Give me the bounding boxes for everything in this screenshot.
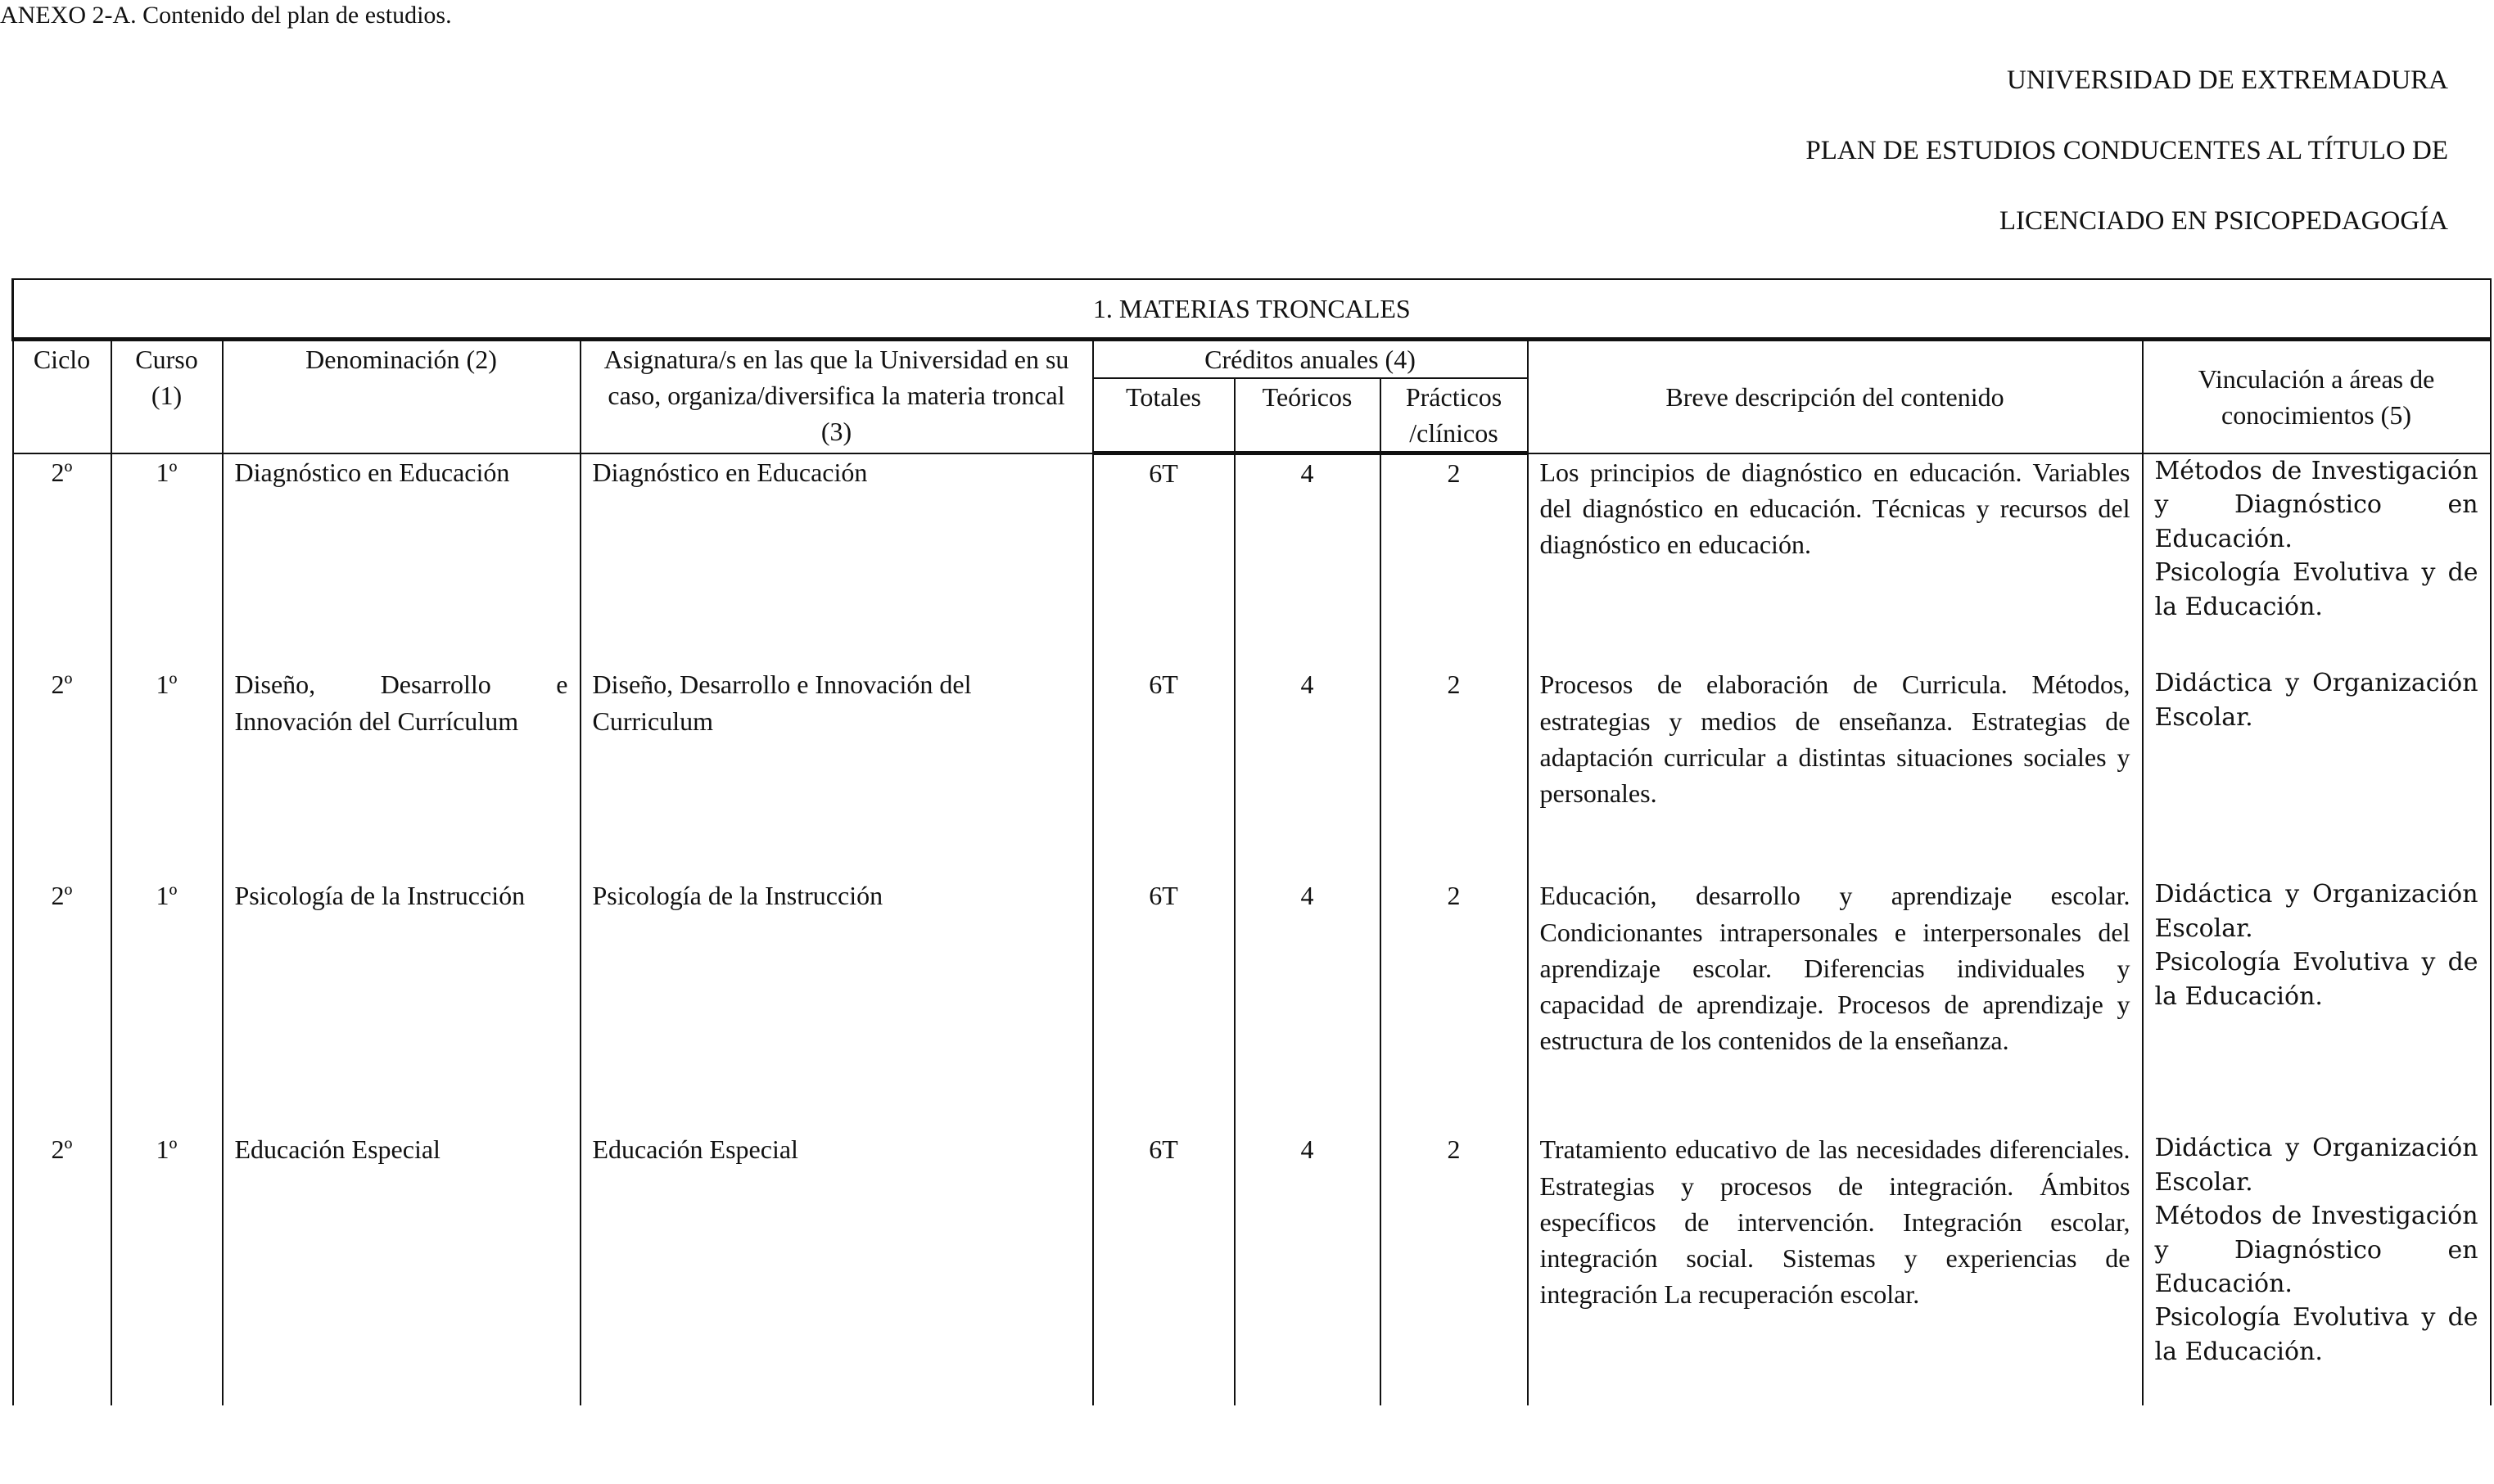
- cell-teoricos: 4: [1235, 877, 1380, 1131]
- plan-title-line-1: PLAN DE ESTUDIOS CONDUCENTES AL TÍTULO DE: [1805, 136, 2448, 165]
- cell-curso: 1º: [111, 1131, 223, 1405]
- cell-ciclo: 2º: [13, 453, 111, 667]
- annex-title: ANEXO 2-A. Contenido del plan de estudios.: [0, 2, 452, 29]
- cell-areas: [2143, 453, 2491, 667]
- cell-practicos: 2: [1380, 877, 1528, 1131]
- column-header-denominacion: Denominación (2): [223, 340, 581, 453]
- section-title: 1. MATERIAS TRONCALES: [13, 279, 2491, 340]
- table-row: [13, 453, 2491, 667]
- troncales-table: [11, 278, 2492, 1405]
- area-item: Métodos de Investigación y Diagnóstico en Educación.: [2154, 456, 2478, 553]
- area-item: Psicología Evolutiva y de la Educación.: [2154, 1303, 2478, 1366]
- table-row: [13, 1131, 2491, 1405]
- cell-practicos: 2: [1380, 453, 1528, 667]
- cell-denominacion: Educación Especial: [223, 1131, 581, 1405]
- column-header-ciclo: Ciclo: [13, 340, 111, 453]
- cell-ciclo: 2º: [13, 666, 111, 877]
- column-header-teoricos: Teóricos: [1235, 378, 1380, 453]
- column-header-curso: Curso (1): [111, 340, 223, 453]
- cell-ciclo: 2º: [13, 1131, 111, 1405]
- cell-teoricos: 4: [1235, 1131, 1380, 1405]
- cell-asignatura: Diseño, Desarrollo e Innovación del Curriculum: [581, 666, 1093, 877]
- column-header-vinculacion: Vinculación a áreas de conocimientos (5): [2143, 340, 2491, 453]
- column-header-asignaturas: Asignatura/s en las que la Universidad en su caso, organiza/diversifica la materia troncal (3): [581, 340, 1093, 453]
- cell-asignatura: Psicología de la Instrucción: [581, 877, 1093, 1131]
- cell-totales: 6T: [1093, 877, 1235, 1131]
- cell-ciclo: 2º: [13, 877, 111, 1131]
- area-item: Didáctica y Organización Escolar.: [2154, 669, 2478, 732]
- cell-descripcion: Tratamiento educativo de las necesidades diferenciales. Estrategias y procesos de integración. Ámbitos específicos de intervención. Integración escolar, integración social. Sistemas y experiencias de integración La recuperación escolar.: [1528, 1131, 2143, 1405]
- cell-denominacion: Psicología de la Instrucción: [223, 877, 581, 1131]
- plan-title-line-2: LICENCIADO EN PSICOPEDAGOGÍA: [1999, 206, 2448, 236]
- area-item: Métodos de Investigación y Diagnóstico en Educación.: [2154, 1202, 2478, 1299]
- cell-curso: 1º: [111, 666, 223, 877]
- area-item: Psicología Evolutiva y de la Educación.: [2154, 558, 2478, 621]
- cell-denominacion: Diagnóstico en Educación: [223, 453, 581, 667]
- area-item: Didáctica y Organización Escolar.: [2154, 1134, 2478, 1197]
- cell-areas: [2143, 877, 2491, 1131]
- cell-practicos: 2: [1380, 666, 1528, 877]
- cell-descripcion: Los principios de diagnóstico en educación. Variables del diagnóstico en educación. Técnicas y recursos del diagnóstico en educación.: [1528, 453, 2143, 667]
- cell-asignatura: Diagnóstico en Educación: [581, 453, 1093, 667]
- cell-totales: 6T: [1093, 1131, 1235, 1405]
- table-row: [13, 666, 2491, 877]
- cell-teoricos: 4: [1235, 453, 1380, 667]
- cell-areas: [2143, 666, 2491, 877]
- cell-asignatura: Educación Especial: [581, 1131, 1093, 1405]
- cell-descripcion: Educación, desarrollo y aprendizaje escolar. Condicionantes intrapersonales e interpersonales del aprendizaje escolar. Diferencias individuales y capacidad de aprendizaje. Procesos de aprendizaje y estructura de los contenidos de la enseñanza.: [1528, 877, 2143, 1131]
- area-item: Psicología Evolutiva y de la Educación.: [2154, 948, 2478, 1011]
- table-row: [13, 877, 2491, 1131]
- cell-teoricos: 4: [1235, 666, 1380, 877]
- column-header-totales: Totales: [1093, 378, 1235, 453]
- cell-totales: 6T: [1093, 453, 1235, 667]
- university-name: UNIVERSIDAD DE EXTREMADURA: [2007, 65, 2448, 95]
- cell-curso: 1º: [111, 453, 223, 667]
- cell-practicos: 2: [1380, 1131, 1528, 1405]
- cell-denominacion: Diseño, Desarrollo e Innovación del Currículum: [223, 666, 581, 877]
- column-header-descripcion: Breve descripción del contenido: [1528, 340, 2143, 453]
- cell-curso: 1º: [111, 877, 223, 1131]
- column-header-creditos: Créditos anuales (4): [1093, 340, 1528, 379]
- cell-descripcion: Procesos de elaboración de Curricula. Métodos, estrategias y medios de enseñanza. Estrategias de adaptación curricular a distintas situaciones sociales y personales.: [1528, 666, 2143, 877]
- area-item: Didáctica y Organización Escolar.: [2154, 880, 2478, 943]
- cell-totales: 6T: [1093, 666, 1235, 877]
- column-header-practicos: Prácticos /clínicos: [1380, 378, 1528, 453]
- cell-areas: [2143, 1131, 2491, 1405]
